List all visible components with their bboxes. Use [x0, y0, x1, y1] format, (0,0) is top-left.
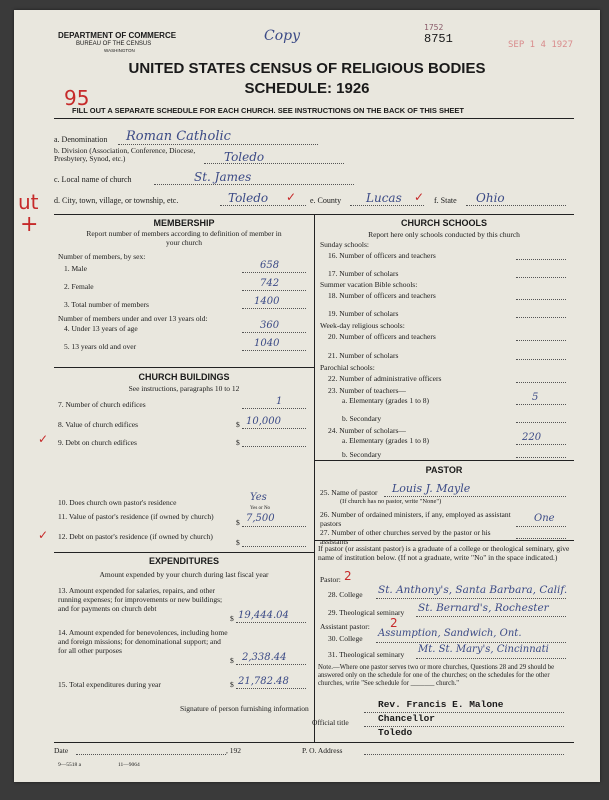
schools-subtitle: Report here only schools conducted by this church: [368, 230, 520, 239]
city-value: Toledo: [228, 191, 269, 205]
denomination-label: a. Denomination: [54, 135, 108, 144]
q24-label: 24. Number of scholars—: [328, 426, 406, 435]
division-value: Toledo: [224, 150, 265, 164]
q13-value: 19,444.04: [238, 610, 289, 621]
dollar-icon: $: [236, 518, 240, 527]
department-name: DEPARTMENT OF COMMERCE: [58, 31, 177, 40]
summer-label: Summer vacation Bible schools:: [320, 280, 418, 289]
q4-label: 4. Under 13 years of age: [64, 324, 138, 333]
q21-label: 21. Number of scholars: [328, 351, 399, 360]
q12-check-icon: ✓: [38, 528, 49, 542]
red-mark-ut: ut: [18, 190, 39, 214]
signature-value: Rev. Francis E. Malone: [378, 699, 504, 710]
red-number: 95: [64, 86, 90, 110]
q5-value: 1040: [254, 338, 280, 349]
q25-value: Louis J. Mayle: [392, 482, 471, 495]
church-name-label: c. Local name of church: [54, 175, 132, 184]
q27-label: 27. Number of other churches served by the pastor or his assistants: [320, 528, 491, 546]
date-label: Date: [54, 746, 69, 755]
red-mark-plus: +: [20, 212, 39, 237]
q15-value: 21,782.48: [238, 676, 289, 687]
q25-hint: (If church has no pastor, write "None"): [340, 498, 442, 505]
q23a-label: a. Elementary (grades 1 to 8): [342, 396, 430, 405]
county-value: Lucas: [366, 191, 402, 205]
q23-label: 23. Number of teachers—: [328, 386, 406, 395]
assistant-red-mark: 2: [390, 616, 398, 630]
q9-check-icon: ✓: [38, 432, 49, 446]
city-label: d. City, town, village, or township, etc.: [54, 196, 179, 205]
official-title-label: Official title: [312, 718, 349, 727]
city-check-icon: ✓: [286, 190, 297, 204]
weekday-label: Week-day religious schools:: [320, 321, 405, 330]
pastor-sub-label: Pastor:: [320, 575, 341, 584]
members-by-sex-label: Number of members, by sex:: [58, 252, 146, 261]
denomination-value: Roman Catholic: [126, 129, 231, 144]
q8-value: 10,000: [246, 416, 281, 427]
schedule-number: 8751: [424, 32, 453, 46]
q25-label: 25. Name of pastor: [320, 488, 378, 497]
age-label: Number of members under and over 13 years old:: [58, 314, 208, 323]
division-label: b. Division (Association, Conference, Diocese, Presbytery, Synod, etc.): [54, 146, 196, 163]
dollar-icon: $: [236, 438, 240, 447]
pastor-title: PASTOR: [425, 465, 463, 475]
address-label: P. O. Address: [302, 746, 343, 755]
dollar-icon: $: [236, 538, 240, 547]
q26-label: 26. Number of ordained ministers, if any, employed as assistant pastors: [320, 510, 511, 528]
q14-label: 14. Amount expended for benevolences, including home and foreign missions; for denominational support; and for all other purposes: [58, 628, 228, 655]
dollar-icon: $: [230, 680, 234, 689]
q1-label: 1. Male: [64, 264, 87, 273]
q9-label: 9. Debt on church edifices: [58, 438, 137, 447]
q13-label: 13. Amount expended for salaries, repairs, and other running expenses; for improvements or new buildings; and for payments on church debt: [58, 586, 223, 613]
q7-value: 1: [276, 396, 283, 407]
q30-value: Assumption, Sandwich, Ont.: [378, 628, 522, 639]
date-year: , 192: [226, 746, 241, 755]
assistant-sub-label: Assistant pastor:: [320, 622, 370, 631]
q26-value: One: [534, 513, 555, 524]
copy-note: Copy: [264, 28, 301, 44]
college-intro: If pastor (or assistant pastor) is a graduate of a college or theological seminary, give name of institution below. (If not a graduate, write "No" in the space indicated.): [318, 544, 570, 562]
bureau-name: BUREAU OF THE CENSUS: [76, 41, 152, 47]
q2-value: 742: [260, 278, 280, 289]
state-label: f. State: [434, 196, 457, 205]
q19-label: 19. Number of scholars: [328, 309, 399, 318]
q11-label: 11. Value of pastor's residence (if owned by church): [58, 512, 214, 521]
instruction-line: FILL OUT A SEPARATE SCHEDULE FOR EACH CHURCH. SEE INSTRUCTIONS ON THE BACK OF THIS SHEET: [72, 106, 464, 115]
membership-subtitle: Report number of members according to definition of member in your church: [86, 229, 282, 247]
q14-value: 2,338.44: [242, 652, 287, 663]
schools-title: CHURCH SCHOOLS: [400, 218, 487, 228]
q23b-label: b. Secondary: [342, 414, 382, 423]
q24a-value: 220: [522, 432, 542, 443]
expenditures-title: EXPENDITURES: [148, 556, 219, 566]
q11-value: 7,500: [246, 513, 275, 524]
dollar-icon: $: [230, 656, 234, 665]
q10-value: Yes: [250, 492, 267, 503]
state-value: Ohio: [476, 191, 505, 205]
sunday-label: Sunday schools:: [320, 240, 369, 249]
signature-label: Signature of person furnishing information: [180, 704, 309, 713]
q7-label: 7. Number of church edifices: [58, 400, 146, 409]
dollar-icon: $: [230, 614, 234, 623]
q17-label: 17. Number of scholars: [328, 269, 399, 278]
county-check-icon: ✓: [414, 190, 425, 204]
form-number-2: 11—9064: [118, 762, 140, 768]
q20-label: 20. Number of officers and teachers: [328, 332, 436, 341]
q24b-label: b. Secondary: [342, 450, 382, 459]
form-number: 9—5518 a: [58, 762, 82, 768]
buildings-title: CHURCH BUILDINGS: [138, 372, 230, 382]
schedule-year: SCHEDULE: 1926: [244, 80, 370, 97]
q15-label: 15. Total expenditures during year: [58, 680, 161, 689]
membership-title: MEMBERSHIP: [153, 218, 215, 228]
q30-label: 30. College: [328, 634, 363, 643]
received-stamp: SEP 1 4 1927: [508, 40, 574, 50]
church-name-value: St. James: [194, 170, 252, 184]
q29-label: 29. Theological seminary: [328, 608, 405, 617]
buildings-subtitle: See instructions, paragraphs 10 to 12: [128, 384, 240, 393]
q2-label: 2. Female: [64, 282, 94, 291]
q4-value: 360: [260, 320, 280, 331]
parochial-label: Parochial schools:: [320, 363, 375, 372]
q23a-value: 5: [532, 392, 539, 403]
pastor-note: Note.—Where one pastor serves two or more churches, Questions 28 and 29 should be answered only on the schedule for one of the churches; on the schedules for the other churches, write "See schedule for _______ church.": [318, 664, 555, 687]
official-title-value: Chancellor: [378, 713, 436, 724]
q10-hint: Yes or No: [250, 506, 271, 511]
q22-label: 22. Number of administrative officers: [328, 374, 442, 383]
q8-label: 8. Value of church edifices: [58, 420, 139, 429]
county-label: e. County: [310, 196, 342, 205]
q16-label: 16. Number of officers and teachers: [328, 251, 436, 260]
q3-label: 3. Total number of members: [64, 300, 149, 309]
pastor-red-mark: 2: [344, 569, 352, 583]
q12-label: 12. Debt on pastor's residence (if owned by church): [58, 532, 213, 541]
expenditures-subtitle: Amount expended by your church during last fiscal year: [99, 570, 269, 579]
q29-value: St. Bernard's, Rochester: [418, 602, 549, 614]
dollar-icon: $: [236, 420, 240, 429]
q24a-label: a. Elementary (grades 1 to 8): [342, 436, 430, 445]
q31-value: Mt. St. Mary's, Cincinnati: [418, 644, 549, 655]
q28-label: 28. College: [328, 590, 363, 599]
q31-label: 31. Theological seminary: [328, 650, 405, 659]
form-title: UNITED STATES CENSUS OF RELIGIOUS BODIES: [128, 60, 486, 77]
address-value: Toledo: [378, 727, 413, 738]
q28-value: St. Anthony's, Santa Barbara, Calif.: [378, 584, 568, 596]
census-schedule-sheet: [14, 10, 600, 782]
q5-label: 5. 13 years old and over: [64, 342, 137, 351]
q1-value: 658: [260, 260, 280, 271]
number-top: 1752: [424, 23, 444, 32]
q3-value: 1400: [254, 296, 280, 307]
bureau-city: WASHINGTON: [104, 48, 135, 53]
q18-label: 18. Number of officers and teachers: [328, 291, 436, 300]
q10-label: 10. Does church own pastor's residence: [58, 498, 177, 507]
